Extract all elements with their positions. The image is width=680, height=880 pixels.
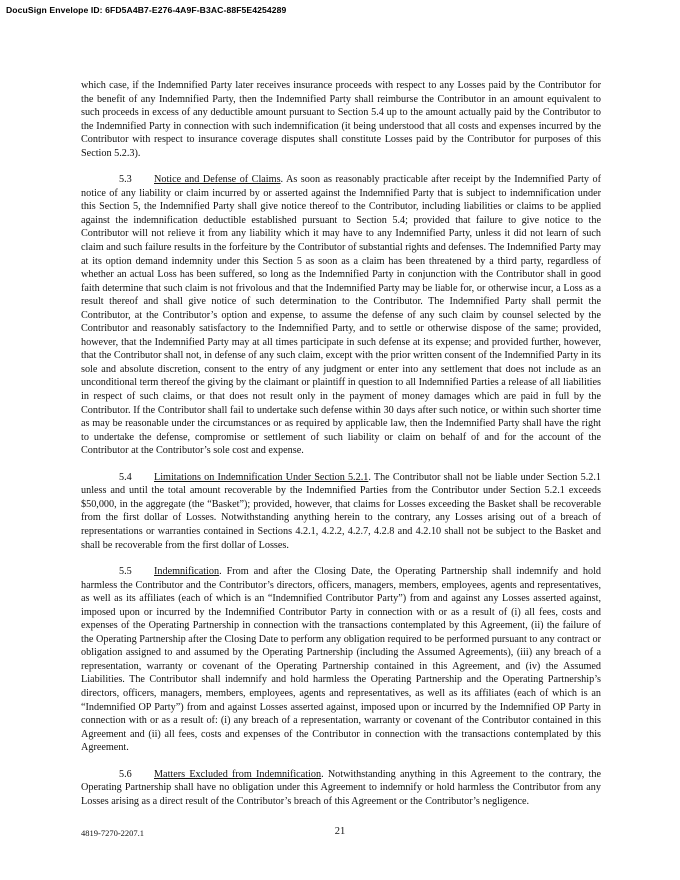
section-number: 5.4 bbox=[119, 471, 132, 483]
section-body: . Notwithstanding anything in this Agreement to the contrary, the Operating Partnership shall have no obligation under this Agreement to indemnify or hold harmless the Contributor from any Losses arising as a direct result of the Contributor’s breach of this Agreement or the Contributor’s negligence. bbox=[81, 768, 601, 807]
section-5-3 bbox=[81, 173, 601, 457]
section-body: . The Contributor shall not be liable under Section 5.2.1 unless and until the total amount recoverable by the Indemnified Parties from the Contributor under Section 5.2.1 exceeds $50,000, in the aggregate (the “Basket”); provided, however, that claims for Losses exceeding the Basket shall be recoverable from the first dollar of Losses. Notwithstanding anything herein to the contrary, any Losses arising out of a breach of representations or warranties contained in Sections 4.2.1, 4.2.2, 4.2.7, 4.2.8 and 4.2.10 shall not be subject to the Basket and shall be recoverable from the first dollar of Losses. bbox=[81, 471, 602, 551]
section-5-6 bbox=[81, 768, 601, 809]
section-body: . As soon as reasonably practicable after receipt by the Indemnified Party of notice of any liability or claim incurred by or asserted against the Indemnified Party that is subject to indemnification under this Section 5, the Indemnified Party shall give notice thereof to the Contributor, including liabilities or claims to be applied against the indemnification deductible established pursuant to Section 5.4; provided that failure to give notice to the Contributor will not relieve it from any liability which it may have to any Indemnified Party, unless it did not learn of such claim and such failure results in the forfeiture by the Contributor of substantial rights and defenses. The Indemnified Party may at its option demand indemnity under this Section 5 as soon as a claim has been threatened by a third party, regardless of whether an actual Loss has been suffered, so long as the Indemnified Party in conjunction with the Contributor shall in good faith determine that such claim is not frivolous and that the Indemnified Party may be liable for, or otherwise incur, a Loss as a result thereof and shall give notice of such determination to the Contributor. The Indemnified Party shall permit the Contributor, at the Contributor’s option and expense, to assume the defense of any such claim by counsel selected by the Contributor and reasonably satisfactory to the Indemnified Party, and to settle or otherwise dispose of the same; provided, however, that the Indemnified Party may at all times participate in such defense at its expense; and provided further, however, that the Contributor shall not, in defense of any such claim, except with the prior written consent of the Indemnified Party in its sole and absolute discretion, consent to the entry of any judgment or enter into any settlement that does not include as an unconditional term thereof the giving by the claimant or plaintiff in question to all Indemnified Parties a release of all liabilities in respect of such claims, or that does not result only in the payment of money damages which are paid in full by the Contributor. If the Contributor shall fail to undertake such defense within 30 days after such notice, or within such shorter time as may be reasonable under the circumstances or as required by applicable law, then the Indemnified Party shall have the right to undertake the defense, compromise or settlement of such liability or claim on behalf of and for the account of the Contributor at the Contributor’s sole cost and expense. bbox=[81, 174, 601, 457]
section-5-4 bbox=[81, 471, 601, 552]
section-number: 5.6 bbox=[119, 768, 132, 780]
section-heading: Matters Excluded from Indemnification bbox=[154, 768, 322, 780]
intro-paragraph: which case, if the Indemnified Party later receives insurance proceeds with respect to any Losses paid by the Contributor for the benefit of any Indemnified Party, then the Indemnified Party shall reimburse the Contributor in an amount equivalent to such proceeds in excess of any deductible amount pursuant to Section 5.4 up to the amount actually paid by the Contributor to the Indemnified Party in connection with such indemnification (it being understood that all costs and expenses incurred by the Contributor with respect to insurance coverage disputes shall constitute Losses paid by the Contributor for purposes of this Section 5.2.3). bbox=[81, 80, 601, 159]
docusign-envelope-id: DocuSign Envelope ID: 6FD5A4B7-E276-4A9F-B3AC-88F5E4254289 bbox=[6, 5, 287, 15]
section-heading: Limitations on Indemnification Under Section 5.2.1 bbox=[154, 471, 369, 483]
section-body: . From and after the Closing Date, the Operating Partnership shall indemnify and hold harmless the Contributor and the Contributor’s directors, officers, managers, members, employees, agents and representatives, as well as its affiliates (each of which is an “Indemnified Contributor Party”) from and against any Losses asserted against, imposed upon or incurred by the Indemnified Contributor Party in connection with or as a result of (i) all fees, costs and expenses of the Operating Partnership in connection with the transactions contemplated by this Agreement, (ii) the failure of the Operating Partnership after the Closing Date to perform any obligation required to be performed pursuant to any contract or obligation assigned to and assumed by the Operating Partnership (including the Assumed Agreements), (iii) any breach of a representation, warranty or covenant of the Operating Partnership contained in this Agreement, and (iv) the Assumed Liabilities. The Contributor shall indemnify and hold harmless the Operating Partnership and the Operating Partnership’s directors, officers, managers, members, employees, agents and representatives, as well as its affiliates (each of which is an “Indemnified OP Party”) from and against Losses asserted against, imposed upon or incurred by the Indemnified OP Party in connection with or as a result of: (i) any breach of a representation, warranty or covenant of the Contributor contained in this Agreement and (ii) all fees, costs and expenses of the Contributor in connection with the transactions contemplated by this Agreement. bbox=[81, 566, 601, 754]
section-number: 5.5 bbox=[119, 566, 132, 578]
section-heading: Indemnification bbox=[154, 566, 220, 578]
footer-document-id: 4819-7270-2207.1 bbox=[81, 828, 145, 838]
section-number: 5.3 bbox=[119, 174, 132, 186]
document-body bbox=[81, 79, 601, 821]
section-heading: Notice and Defense of Claims bbox=[154, 174, 281, 186]
page-number: 21 bbox=[334, 826, 346, 837]
section-5-5 bbox=[81, 565, 601, 755]
